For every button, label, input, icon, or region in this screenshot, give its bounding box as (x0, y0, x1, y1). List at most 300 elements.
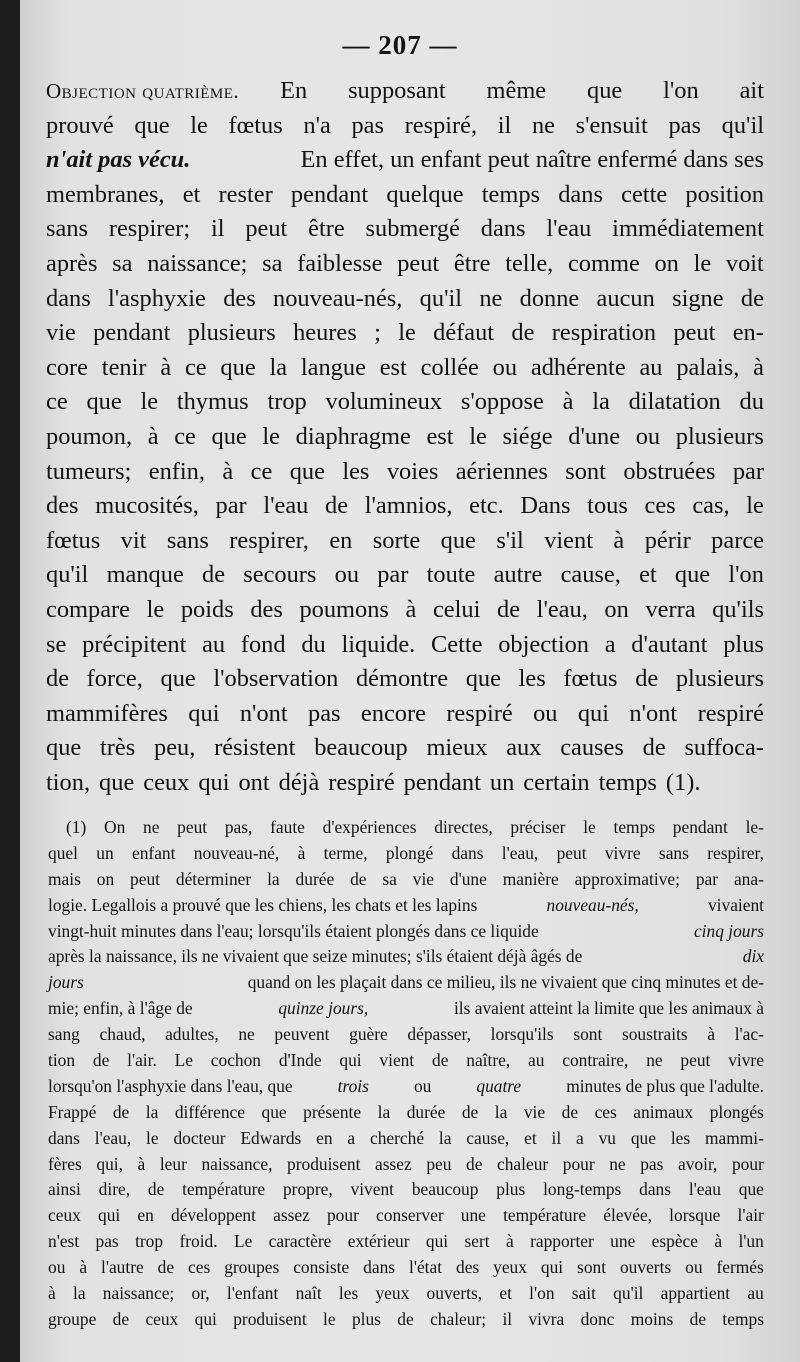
text-word: liquide. (341, 630, 416, 658)
text-word: pendant (290, 180, 369, 208)
text-word: consiste (293, 1257, 350, 1278)
text-word: ce (174, 422, 196, 450)
text-word: sans (658, 842, 689, 863)
text-word: celui (432, 595, 481, 623)
text-run: vingt-huit minutes dans l'eau; lorsqu'ils étaient plongés dans ce liquide (48, 920, 539, 941)
text-word: qui (540, 1257, 564, 1278)
text-word: cochon (210, 1050, 262, 1071)
text-word: de (497, 595, 521, 623)
text-word: à (714, 1231, 723, 1252)
text-word: de (157, 1257, 175, 1278)
text-word: qui (577, 699, 610, 727)
text-word: telle, (505, 249, 554, 277)
text-word: de (325, 492, 349, 520)
text-run: supposant (348, 77, 446, 104)
text-word: de (112, 1101, 130, 1122)
text-word: respirer, (707, 842, 764, 863)
text-word: pendant (672, 817, 728, 837)
text-word: à (137, 1153, 146, 1174)
text-word: diaphragme (295, 422, 411, 450)
footnote-line (48, 1229, 764, 1255)
text-word: qui (98, 1205, 121, 1226)
footnote-block (48, 815, 764, 1333)
text-word: poids (180, 595, 234, 623)
text-line (46, 74, 764, 109)
text-word: cause, (560, 561, 621, 589)
text-word: par (695, 868, 719, 889)
text-word: faute (270, 817, 305, 837)
text-word: par (732, 457, 764, 485)
text-word: assez (375, 1153, 412, 1174)
text-word: s'oppose (460, 388, 544, 416)
text-word: beaucoup (411, 1179, 479, 1200)
text-word: dans (639, 1179, 672, 1200)
text-word: peut (556, 842, 587, 863)
text-word: docteur (173, 1127, 226, 1148)
text-word: respiration (551, 319, 657, 347)
text-word: sorte (372, 526, 421, 554)
text-word: manque (106, 561, 184, 589)
text-run: même (486, 77, 547, 104)
text-word: sont (565, 457, 606, 485)
text-word: que (99, 768, 135, 796)
text-word: fœtus (563, 665, 618, 693)
text-word: la (72, 1283, 86, 1304)
text-word: peut (680, 1050, 711, 1071)
text-word: peut (397, 249, 440, 277)
text-word: que (46, 734, 82, 762)
text-word: et (182, 180, 201, 208)
footnote-line (48, 1307, 764, 1333)
text-word: manière (502, 868, 559, 889)
text-word: la (269, 353, 288, 381)
text-line (46, 420, 764, 455)
text-run: le (190, 111, 208, 139)
text-word: mammifères (46, 699, 168, 727)
text-word: leur (159, 1153, 187, 1174)
text-word: le (323, 1308, 336, 1329)
footnote-line (48, 1126, 764, 1152)
text-run: ils avaient atteint la limite que les animaux à (453, 998, 764, 1019)
text-word: l'air (737, 1205, 764, 1226)
text-word: que (261, 1101, 287, 1122)
text-word: l'observation (213, 665, 339, 693)
text-word: cette (621, 180, 668, 208)
text-word: etc. (469, 492, 504, 520)
text-word: dans (48, 1127, 80, 1148)
text-word: se (46, 630, 67, 658)
text-run: que (134, 111, 170, 139)
text-word: les (338, 1283, 359, 1304)
text-word: langue (300, 353, 366, 381)
text-word: qui (339, 1050, 362, 1071)
text-word: au (747, 1283, 764, 1304)
text-word: ceux (48, 1205, 81, 1226)
text-word: le (583, 817, 596, 837)
text-word: la (494, 1101, 508, 1122)
text-word: et (499, 1283, 512, 1304)
text-word: ou (635, 422, 661, 450)
text-run: fœtus (228, 111, 283, 139)
text-word: naissance; (147, 249, 248, 277)
text-run: lorsqu'on l'asphyxie dans l'eau, que (48, 1075, 293, 1096)
text-word: directes, (434, 817, 493, 837)
text-word: certain (523, 768, 590, 796)
text-word: propre, (282, 1179, 333, 1200)
text-run: ne (531, 111, 556, 139)
text-word: toute (426, 561, 476, 589)
text-word: le (469, 422, 487, 450)
text-line (46, 766, 764, 801)
footnote-line (48, 996, 764, 1022)
text-word: vient (544, 526, 593, 554)
text-word: en (316, 1127, 333, 1148)
text-word: aériennes (455, 457, 548, 485)
text-word: vu (598, 1127, 616, 1148)
text-word: qui (198, 768, 230, 796)
text-word: contraire, (562, 1050, 629, 1071)
text-word: signe (672, 284, 724, 312)
text-word: dans (480, 215, 526, 243)
text-word: n'est (48, 1231, 80, 1252)
text-word: ne (609, 1153, 626, 1174)
text-word: volumineux (325, 388, 443, 416)
text-word: après (46, 249, 98, 277)
text-word: ana- (733, 868, 764, 889)
emphasized-text: nouveau-nés, (546, 894, 639, 915)
text-word: l'eau, (94, 1127, 132, 1148)
emphasized-text: quinze jours, (278, 998, 369, 1019)
text-word: ouverts (619, 1257, 672, 1278)
text-word: la (438, 1127, 452, 1148)
text-word: froid. (179, 1231, 218, 1252)
text-word: voies (386, 457, 439, 485)
text-run: ait (739, 77, 764, 104)
text-word: pour (326, 1205, 359, 1226)
text-word: le (140, 388, 159, 416)
text-line (46, 178, 764, 213)
text-word: de (466, 1153, 483, 1174)
text-word: précipitent (82, 630, 187, 658)
text-word: ces (594, 1101, 617, 1122)
text-word: siége (502, 422, 553, 450)
text-word: l'eau (263, 492, 309, 520)
footnote-line (48, 970, 764, 996)
text-word: la (377, 1101, 391, 1122)
text-run: après la naissance, ils ne vivaient que seize minutes; s'ils étaient déjà âgés de (48, 946, 583, 967)
text-word: tenir (101, 353, 147, 381)
text-word: plongé (385, 842, 434, 863)
text-word: ce (250, 457, 273, 485)
text-word: force, (86, 665, 143, 693)
text-word: a (604, 630, 616, 658)
text-word: l'on (529, 1283, 555, 1304)
text-word: assez (273, 1205, 310, 1226)
text-word: au (639, 353, 663, 381)
text-word: dans (363, 1257, 396, 1278)
text-word: ne (143, 817, 160, 837)
text-word: le (146, 1127, 159, 1148)
text-word: développent (170, 1205, 256, 1226)
text-word: est (426, 422, 454, 450)
text-word: périr (644, 526, 691, 554)
text-word: ou (48, 1257, 66, 1278)
text-word: de (461, 1101, 479, 1122)
text-word: naît (295, 1283, 322, 1304)
text-word: enfin, (148, 457, 205, 485)
text-run: ou (413, 1075, 432, 1096)
emphasized-text: Objection quatrième. (46, 79, 240, 103)
text-run: qu'il (721, 111, 764, 139)
text-word: à (753, 353, 764, 381)
text-word: Cette (431, 630, 483, 658)
text-word: l'asphyxie (108, 284, 206, 312)
text-word: fères (48, 1153, 82, 1174)
text-word: on (654, 249, 679, 277)
text-word: immédiatement (612, 215, 764, 243)
text-word: l'amnios, (364, 492, 453, 520)
text-line (46, 593, 764, 628)
text-word: durée (295, 868, 335, 889)
text-word: les (670, 1127, 691, 1148)
text-line (46, 143, 764, 178)
text-word: submergé (365, 215, 460, 243)
text-word: poumon, (46, 422, 133, 450)
text-word: plus (351, 1308, 381, 1329)
text-word: d'une (449, 868, 487, 889)
text-word: des (46, 492, 79, 520)
text-word: l'eau, (501, 842, 539, 863)
text-word: plongés (709, 1101, 764, 1122)
text-word: défaut (433, 319, 495, 347)
text-word: beaucoup (314, 734, 408, 762)
text-word: que (440, 526, 476, 554)
text-word: aucun (596, 284, 655, 312)
text-word: trop (267, 388, 307, 416)
text-word: produisent (287, 1153, 361, 1174)
text-word: être (453, 249, 491, 277)
text-word: yeux (375, 1283, 410, 1304)
text-run: quand on les plaçait dans ce milieu, ils ne vivaient que cinq minutes et de- (247, 972, 764, 993)
text-word: plusieurs (675, 422, 764, 450)
text-word: que (160, 665, 196, 693)
text-word: ou (334, 561, 360, 589)
text-word: encore (360, 699, 426, 727)
text-word: enfant (132, 842, 176, 863)
text-word: thymus (176, 388, 249, 416)
text-word: préciser (510, 817, 566, 837)
text-word: Frappé (48, 1101, 97, 1122)
text-word: chaleur (497, 1153, 549, 1174)
text-word: des (456, 1257, 480, 1278)
text-word: le (146, 595, 165, 623)
text-word: mammi- (704, 1127, 764, 1148)
text-run: pas (668, 111, 701, 139)
text-word: naissance; (102, 1283, 175, 1304)
text-word: animaux (633, 1101, 694, 1122)
text-word: peut (245, 215, 288, 243)
text-word: chaud, (99, 1024, 146, 1045)
text-word: fœtus (46, 526, 101, 554)
text-word: vivra (528, 1308, 565, 1329)
text-word: un (96, 842, 114, 863)
text-word: que (220, 353, 256, 381)
text-word: qui (425, 1231, 449, 1252)
text-line (46, 558, 764, 593)
text-line (46, 109, 764, 144)
text-word: sont (577, 1257, 607, 1278)
text-line (46, 455, 764, 490)
footnote-line (48, 1022, 764, 1048)
text-word: à (222, 457, 234, 485)
text-word: par (215, 492, 247, 520)
text-word: du (739, 388, 764, 416)
emphasized-text: jours (48, 972, 84, 993)
text-word: dilatation (628, 388, 721, 416)
text-word: ouverts, (426, 1283, 483, 1304)
text-run: que (587, 77, 623, 104)
text-word: yeux (493, 1257, 527, 1278)
text-word: temps (598, 768, 657, 796)
text-word: qu'ils (712, 595, 764, 623)
text-word: (1) (66, 817, 87, 837)
text-word: objection (498, 630, 589, 658)
text-word: adhérente (530, 353, 626, 381)
text-word: ou (685, 1257, 703, 1278)
text-line (46, 628, 764, 663)
text-word: qu'il (613, 1283, 644, 1304)
text-word: l'autre (101, 1257, 144, 1278)
text-word: que (674, 561, 711, 589)
text-line (46, 385, 764, 420)
text-word: on (604, 595, 629, 623)
text-word: l'eau (688, 1179, 721, 1200)
text-word: l'enfant (226, 1283, 279, 1304)
text-word: l'ac- (734, 1024, 764, 1045)
text-word: plus (723, 630, 764, 658)
text-word: vie (46, 319, 76, 347)
text-word: (1). (665, 768, 701, 796)
text-word: guère (349, 1024, 388, 1045)
text-word: déterminer (175, 868, 252, 889)
text-word: et (639, 561, 657, 589)
text-word: que (630, 1127, 656, 1148)
text-word: comme (567, 249, 640, 277)
footnote-line (48, 867, 764, 893)
text-word: il (502, 1308, 513, 1329)
text-word: l'air. (127, 1050, 157, 1071)
text-word: du (301, 630, 326, 658)
text-word: caractère (268, 1231, 332, 1252)
text-word: sa (262, 249, 283, 277)
text-word: des (223, 284, 256, 312)
text-word: il (210, 215, 225, 243)
footnote-line (48, 815, 764, 841)
text-word: en (137, 1205, 154, 1226)
text-word: que (289, 457, 325, 485)
text-line (46, 351, 764, 386)
text-word: des (250, 595, 283, 623)
text-word: chaleur; (430, 1308, 487, 1329)
text-word: n'ont (629, 699, 678, 727)
text-word: avoir, (678, 1153, 718, 1174)
text-word: produisent (233, 1308, 307, 1329)
text-word: qui (194, 1308, 217, 1329)
text-word: mais (48, 868, 81, 889)
emphasized-text: cinq jours (693, 920, 764, 941)
text-word: l'état (408, 1257, 443, 1278)
footnote-line (48, 893, 764, 919)
text-word: quelque (386, 180, 464, 208)
text-word: élevée, (603, 1205, 653, 1226)
text-word: extérieur (347, 1231, 410, 1252)
text-word: soustraits (621, 1024, 688, 1045)
text-word: que (86, 388, 122, 416)
text-word: ce (184, 353, 207, 381)
text-word: respirer; (108, 215, 191, 243)
text-word: naissance, (201, 1153, 273, 1174)
text-word: l'eau (546, 215, 592, 243)
text-word: que (738, 1179, 764, 1200)
footnote-line (48, 1100, 764, 1126)
footnote-line (48, 1074, 764, 1100)
text-word: respiré (328, 768, 395, 796)
text-word: une (610, 1231, 636, 1252)
text-word: de (112, 1308, 130, 1329)
text-word: respirer, (229, 526, 309, 554)
text-word: à (505, 1231, 514, 1252)
text-word: pas, (224, 817, 253, 837)
text-run: En effet, un enfant peut naître enfermé dans ses (300, 146, 764, 174)
text-word: moins (630, 1308, 674, 1329)
text-word: mucosités, (95, 492, 199, 520)
text-word: de (642, 734, 666, 762)
text-word: de (635, 665, 659, 693)
text-word: une (460, 1205, 486, 1226)
text-word: de (350, 868, 367, 889)
text-word: s'il (496, 526, 524, 554)
text-word: secours (243, 561, 317, 589)
text-word: par (377, 561, 409, 589)
text-word: le (693, 249, 712, 277)
text-word: temps (613, 817, 656, 837)
text-word: ; (374, 319, 381, 347)
text-word: pas (308, 699, 341, 727)
book-page (20, 0, 800, 1362)
text-word: dans (46, 284, 91, 312)
text-word: ne (646, 1050, 663, 1071)
text-word: donc (580, 1308, 615, 1329)
text-run: En (280, 77, 308, 104)
text-run: pas (351, 111, 384, 139)
text-word: présente (303, 1101, 362, 1122)
footnote-line (48, 1048, 764, 1074)
footnote-line (48, 1203, 764, 1229)
text-word: rester (218, 180, 273, 208)
text-word: ou (533, 699, 558, 727)
emphasized-text: trois (337, 1075, 369, 1096)
main-text-block (46, 74, 764, 800)
text-word: quel (48, 842, 78, 863)
text-word: de (511, 319, 535, 347)
text-word: et (524, 1127, 537, 1148)
text-word: tion (48, 1050, 76, 1071)
text-word: à (160, 353, 172, 381)
text-word: pour (731, 1153, 764, 1174)
text-word: cherché (369, 1127, 425, 1148)
text-word: à (562, 388, 574, 416)
text-word: sait (571, 1283, 596, 1304)
